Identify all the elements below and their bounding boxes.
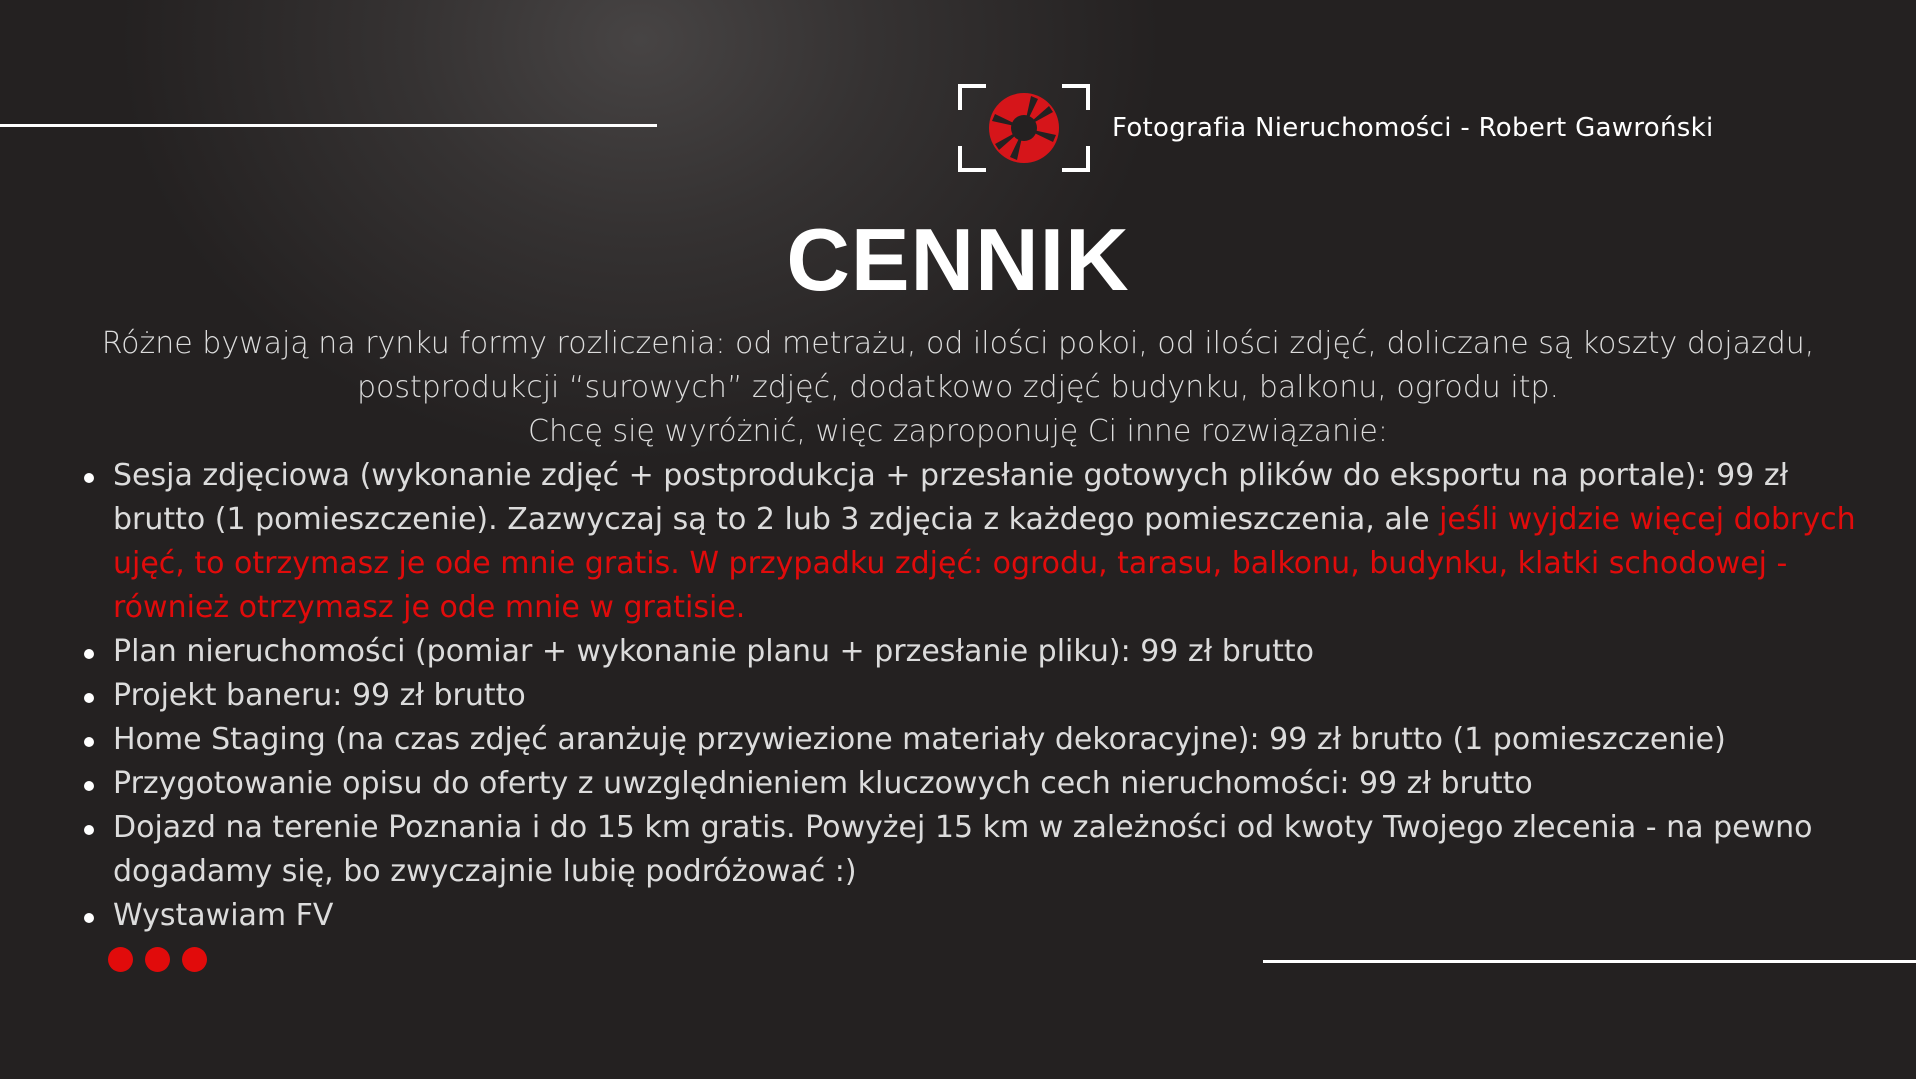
list-item-text: Home Staging (na czas zdjęć aranżuję przywiezione materiały dekoracyjne): 99 zł brutto (1 pomieszczenie) (113, 722, 1726, 757)
bullet-icon (84, 781, 94, 791)
bullet-icon (84, 649, 94, 659)
list-item-text: Projekt baneru: 99 zł brutto (113, 678, 526, 713)
list-item-banner (0, 674, 1916, 718)
bullet-icon (84, 825, 94, 835)
list-item-text: Sesja zdjęciowa (wykonanie zdjęć + postprodukcja + przesłanie gotowych plików do eksportu na portale): 99 zł brutto (1 pomieszczenie). Zazwyczaj są to 2 lub 3 zdjęcia z każdego pomieszczenia, ale (113, 458, 1789, 537)
decorative-dots (108, 947, 207, 972)
list-item-text: Przygotowanie opisu do oferty z uwzględnieniem kluczowych cech nieruchomości: 99 zł brutto (113, 766, 1533, 801)
bottom-divider-line (1263, 960, 1916, 963)
camera-aperture-icon (958, 84, 1090, 172)
list-item-photo-session (0, 454, 1916, 630)
top-divider-line (0, 124, 657, 127)
list-item-floor-plan (0, 630, 1916, 674)
list-item-invoice (0, 894, 1916, 938)
bullet-icon (84, 913, 94, 923)
list-item-travel (0, 806, 1916, 894)
red-dot-icon (182, 947, 207, 972)
list-item-text: Dojazd na terenie Poznania i do 15 km gratis. Powyżej 15 km w zależności od kwoty Twojego zlecenia - na pewno dogadamy się, bo zwyczajnie lubię podróżować :) (113, 810, 1813, 889)
list-item-text: Plan nieruchomości (pomiar + wykonanie planu + przesłanie pliku): 99 zł brutto (113, 634, 1314, 669)
list-item-home-staging (0, 718, 1916, 762)
page-title: CENNIK (786, 210, 1130, 309)
price-list (0, 454, 1916, 938)
bullet-icon (84, 473, 94, 483)
intro-paragraph: Różne bywają na rynku formy rozliczenia: od metrażu, od ilości pokoi, od ilości zdjęć, doliczane są koszty dojazdu, postprodukcji “surowych” zdjęć, dodatkowo zdjęć budynku, balkonu, ogrodu itp. (101, 326, 1815, 405)
brand-name: Fotografia Nieruchomości - Robert Gawroński (1112, 113, 1714, 143)
list-item-highlight: jeśli wyjdzie więcej dobrych ujęć, to otrzymasz je ode mnie gratis. W przypadku zdjęć: ogrodu, tarasu, balkonu, budynku, klatki schodowej - również otrzymasz je ode mnie w gratisie. (113, 502, 1856, 625)
intro-text (90, 322, 1826, 454)
red-dot-icon (145, 947, 170, 972)
brand-header (958, 84, 1714, 172)
red-dot-icon (108, 947, 133, 972)
list-item-text: Wystawiam FV (113, 898, 334, 933)
intro-proposal: Chcę się wyróżnić, więc zaproponuję Ci inne rozwiązanie: (528, 414, 1388, 449)
bullet-icon (84, 737, 94, 747)
bullet-icon (84, 693, 94, 703)
list-item-description (0, 762, 1916, 806)
